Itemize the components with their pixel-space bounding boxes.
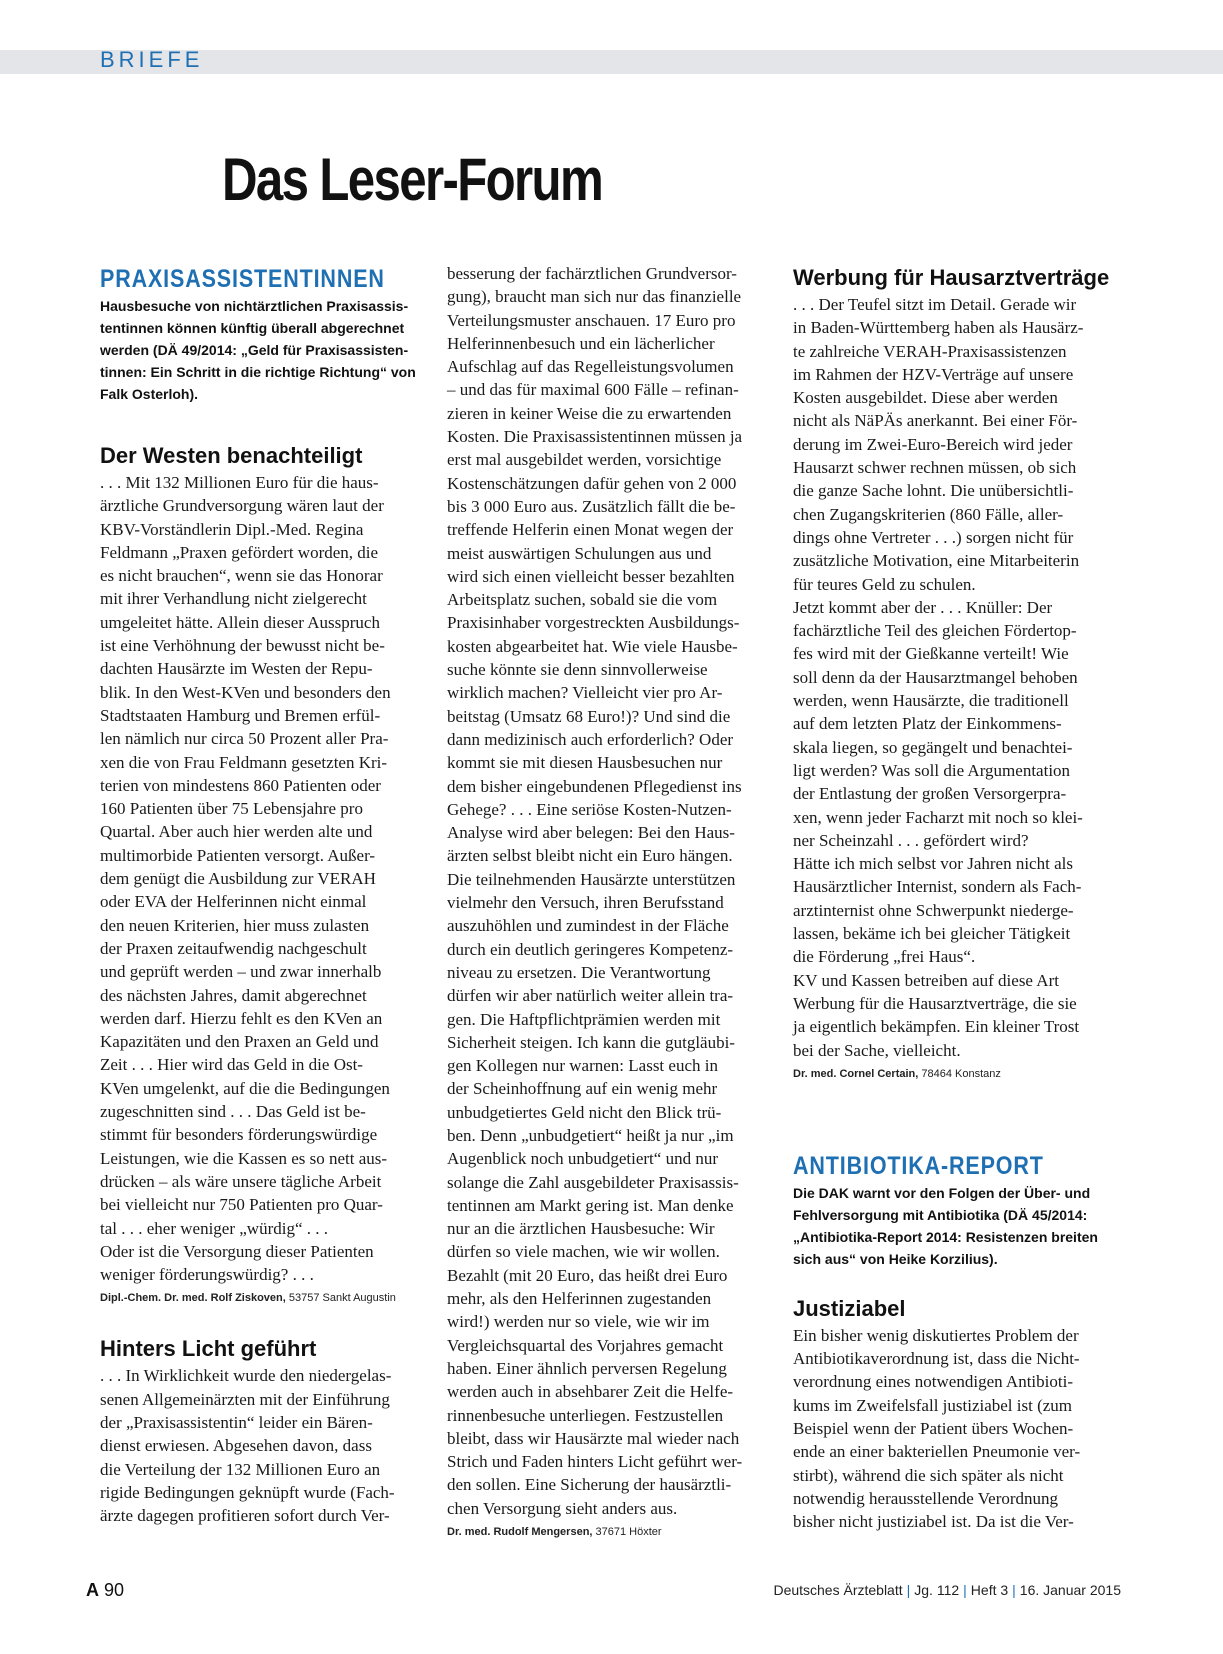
footer-citation: Deutsches Ärzteblatt | Jg. 112 | Heft 3 | 16. Januar 2015 [773,1582,1121,1598]
topic-praxisassistentinnen [100,265,435,405]
signature-name: Dipl.-Chem. Dr. med. Rolf Ziskoven, [100,1292,286,1305]
column-middle [447,265,782,1540]
signature-place: 78464 Konstanz [921,1067,1001,1080]
letter-signature [447,1524,782,1540]
topic-lead: Hausbesuche von nichtärztlichen Praxisassistentinnen können künftig überall abgerechnet werden (DÄ 49/2014: „Geld für Praxisassistentinnen: Ein Schritt in die richtige Richtung“ von Falk Osterloh). [100,298,416,402]
letter-justiziabel [793,1296,1128,1534]
letter-headline: Justiziabel [793,1295,906,1321]
topic-kicker: ANTIBIOTIKA-REPORT [793,1151,1044,1180]
letter-werbung-fuer-hausarztvertraege [793,265,1128,1082]
topic-lead: Die DAK warnt vor den Folgen der Über- und Fehlversorgung mit Antibiotika (DÄ 45/2014: „Antibiotika-Report 2014: Resistenzen breiten sich aus“ von Heike Korzilius). [793,1184,1098,1267]
letter-body: . . . Der Teufel sitzt im Detail. Gerade wir in Baden-Württemberg haben als Hausärz- te zahlreiche VERAH-Praxisassistenzen im Rahmen der HZV-Verträge auf unsere Kosten ausgebildet. Diese aber werden nicht als NäPÄs anerkannt. Bei einer För- derung im Zwei-Euro-Bereich wird jeder Hausarzt schwer rechnen müssen, ob sich die ganze Sache lohnt. Die unübersichtli- chen Zugangskriterien (860 Fälle, aller- dings ohne Vertreter . . .) sorgen nicht für zusätzliche Motivation, eine Mitarbeiterin für teures Geld zu schulen. Jetzt kommt aber der . . . Knüller: Der fachärztliche Teil des gleichen Fördertop- fes wird mit der Gießkanne verteilt! Wie soll denn da der Hausarztmangel behoben werden, wenn Hausärzte, die traditionell auf dem letzten Platz der Einkommens- skala liegen, so gegängelt und benachtei- ligt werden? Was soll die Argumentation der Entlastung der großen Versorgerpra- xen, wenn jeder Facharzt mit noch so klei- ner Scheinzahl . . . gefördert wird? Hätte ich mich selbst vor Jahren nicht als Hausärztlicher Internist, sondern als Fach- arztinternist ohne Schwerpunkt niederge- lassen, bekäme ich bei gleicher Tätigkeit die Förderung „frei Haus“. KV und Kassen betreiben auf diese Art Werbung für die Hausarztverträge, die sie ja eigentlich bekämpfen. Ein kleiner Trost bei der Sache, vielleicht. [793,295,1084,1060]
letter-body: . . . In Wirklichkeit wurde den niedergelas- senen Allgemeinärzten mit der Einführung der „Praxisassistentin“ leider ein Bären- dienst erwiesen. Abgesehen davon, dass die Verteilung der 132 Millionen Euro an rigide Bedingungen geknüpft wurde (Fach- ärzte dagegen profitieren sofort durch Ver- [100,1366,395,1526]
letter-headline: Hinters Licht geführt [100,1336,317,1362]
page-title: Das Leser-Forum [222,146,603,213]
signature-name: Dr. med. Rudolf Mengersen, [447,1526,593,1539]
topic-kicker: PRAXISASSISTENTINNEN [100,265,385,293]
signature-name: Dr. med. Cornel Certain, [793,1067,919,1080]
letter-headline: Werbung für Hausarztverträge [793,265,1110,290]
column-left [100,265,435,1527]
letter-headline: Der Westen benachteiligt [100,443,363,468]
letter-signature [793,1066,1128,1082]
journal-name: Deutsches Ärzteblatt [773,1582,903,1598]
journal-volume: Jg. 112 [914,1582,960,1598]
page-number-value: 90 [104,1580,125,1600]
letter-der-westen-benachteiligt [100,443,435,1306]
letter-hinters-licht-gefuehrt [100,1336,435,1527]
topic-antibiotika-report [793,1152,1128,1270]
page-prefix: A [86,1580,99,1600]
signature-place: 53757 Sankt Augustin [288,1292,396,1305]
column-right [793,265,1128,1533]
journal-issue: Heft 3 [970,1582,1009,1598]
letter-body: . . . Mit 132 Millionen Euro für die haus- ärztliche Grundversorgung wären laut der KBV-Vorständlerin Dipl.-Med. Regina Feldmann „Praxen gefördert worden, die es nicht brauchen“, wenn sie das Honorar mit ihrer Verhandlung nicht zielgerecht umgeleitet hätte. Allein dieser Ausspruch ist eine Verhöhnung der bewusst nicht be- dachten Hausärzte im Westen der Repu- blik. In den West-KVen und besonders den Stadtstaaten Hamburg und Bremen erfül- len nämlich nur circa 50 Prozent aller Pra- xen die von Frau Feldmann gesetzten Kri- terien von mindestens 860 Patienten oder 160 Patienten über 75 Lebensjahre pro Quartal. Aber auch hier werden alte und multimorbide Patienten versorgt. Außer- dem genügt die Ausbildung zur VERAH oder EVA der Helferinnen nicht einmal den neuen Kriterien, hier muss zulasten der Praxen zeitaufwendig nachgeschult und geprüft werden – und zwar innerhalb des nächsten Jahres, damit abgerechnet werden darf. Hierzu fehlt es den KVen an Kapazitäten und den Praxen an Geld und Zeit . . . Hier wird das Geld in die Ost- KVen umgelenkt, auf die die Bedingungen zugeschnitten sind . . . Das Geld ist be- stimmt für besonders förderungswürdige Leistungen, wie die Kassen es so nett aus- drücken – als wäre unsere tägliche Arbeit bei vielleicht nur 750 Patienten pro Quar- tal . . . eher weniger „würdig“ . . . Oder ist die Versorgung dieser Patienten weniger förderungswürdig? . . . [100,473,391,1285]
letter-signature [100,1290,435,1306]
letter-body: Ein bisher wenig diskutiertes Problem der Antibiotikaverordnung ist, dass die Nicht- verordnung eines notwendigen Antibioti- kums im Zweifelsfall justiziabel ist (zum Beispiel wenn der Patient übers Wochen- ende an einer bakteriellen Pneumonie ver- stirbt), während die sich später als nicht notwendig herausstellende Verordnung bisher nicht justiziabel ist. Da ist die Ver- [793,1325,1081,1532]
page-number [86,1580,124,1601]
journal-date: 16. Januar 2015 [1019,1582,1121,1598]
section-label: BRIEFE [100,47,204,72]
signature-place: 37671 Höxter [595,1526,662,1539]
letter-body-continued: besserung der fachärztlichen Grundversor- gung), braucht man sich nur das finanzielle Verteilungsmuster anschauen. 17 Euro pro Helferinnenbesuch und ein lächerlicher Aufschlag auf das Regelleistungsvolumen – und das für maximal 600 Fälle – refinan- zieren in keiner Weise die zu erwartenden Kosten. Die Praxisassistentinnen müssen ja erst mal ausgebildet werden, vorsichtige Kostenschätzungen dafür gehen von 2 000 bis 3 000 Euro aus. Zusätzlich fällt die be- treffende Helferin einen Monat wegen der meist auswärtigen Schulungen aus und wird sich einen vielleicht besser bezahlten Arbeitsplatz suchen, sobald sie die vom Praxisinhaber vorgestreckten Ausbildungs- kosten abgearbeitet hat. Wie viele Hausbe- suche könnte sie denn sinnvollerweise wirklich machen? Vielleicht vier pro Ar- beitstag (Umsatz 68 Euro!)? Und sind die dann medizinisch auch erforderlich? Oder kommt sie mit diesen Hausbesuchen nur dem bisher eingebundenen Pflegedienst ins Gehege? . . . Eine seriöse Kosten-Nutzen- Analyse wird aber belegen: Bei den Haus- ärzten selbst bleibt nicht ein Euro hängen. Die teilnehmenden Hausärzte unterstützen vielmehr den Versuch, ihren Berufsstand auszuhöhlen und zumindest in der Fläche durch ein deutlich geringeres Kompetenz- niveau zu ersetzen. Die Verantwortung dürfen wir aber natürlich weiter allein tra- gen. Die Haftpflichtprämien werden mit Sicherheit steigen. Ich kann die gutgläubi- gen Kollegen nur warnen: Lasst euch in der Scheinhoffnung auf ein wenig mehr unbudgetiertes Geld nicht den Blick trü- ben. Denn „unbudgetiert“ heißt ja nur „im Augenblick noch unbudgetiert“ und nur solange die Zahl ausgebildeter Praxisassis- tentinnen am Markt gering ist. Man denke nur an die ärztlichen Hausbesuche: Wir dürfen so viele machen, wie wir wollen. Bezahlt (mit 20 Euro, das heißt drei Euro mehr, als den Helferinnen zugestanden wird!) werden nur so viele, wie wir im Vergleichsquartal des Vorjahres gemacht haben. Einer ähnlich perversen Regelung werden auch in absehbarer Zeit die Helfe- rinnenbesuche unterliegen. Festzustellen bleibt, dass wir Hausärzte mal wieder nach Strich und Faden hinters Licht geführt wer- den sollen. Eine Sicherung der hausärztli- chen Versorgung sieht anders aus. [447,264,743,1518]
